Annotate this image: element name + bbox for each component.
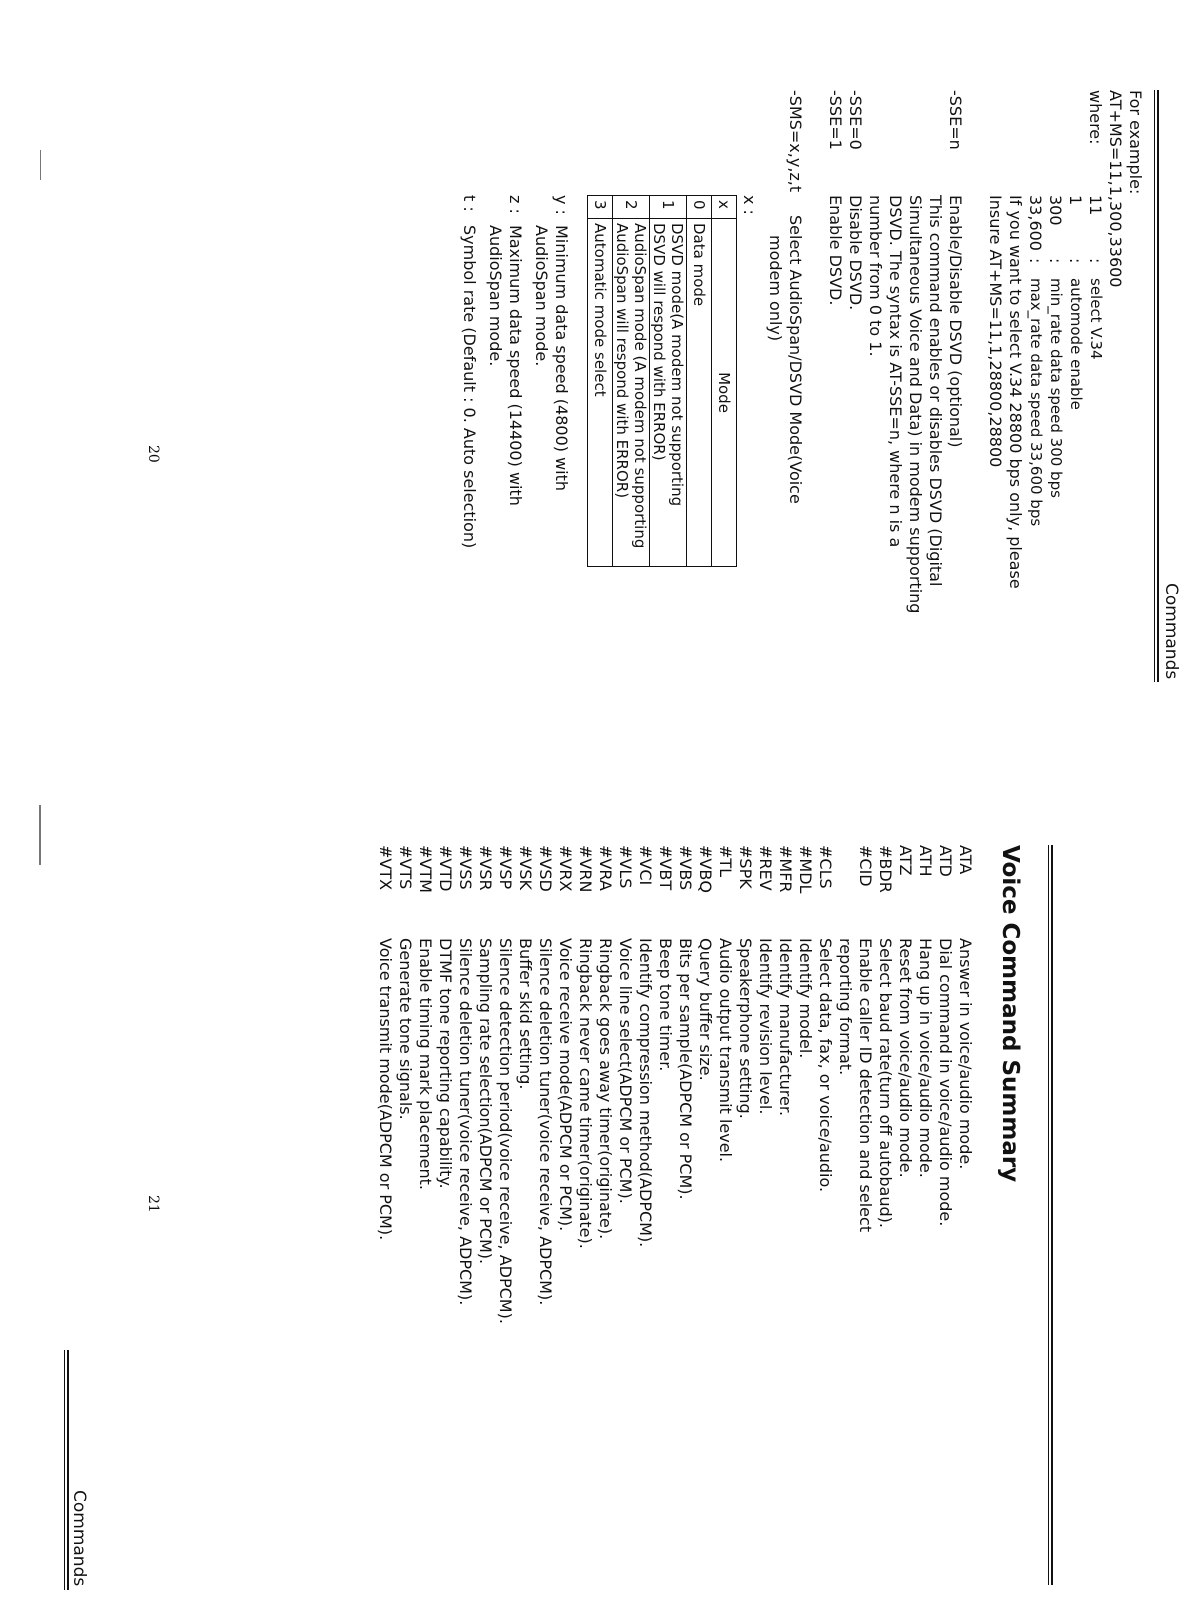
command-code: #VTX [376, 845, 395, 891]
command-desc: Identify manufacturer. [776, 938, 795, 1117]
command-desc: Answer in voice/audio mode. [956, 938, 975, 1170]
command-code: #BDR [876, 845, 895, 893]
command-desc: Generate tone signals. [396, 938, 415, 1120]
table-cell-mode: Data mode [687, 219, 712, 567]
table-cell-mode [650, 219, 687, 567]
command-desc: Voice transmit mode(ADPCM or PCM). [376, 938, 395, 1241]
command-desc: Audio output transmit level. [716, 938, 735, 1163]
command-desc: Voice receive mode(ADPCM or PCM). [556, 938, 575, 1232]
example-note: If you want to select V.34 28800 bps only, please [1006, 195, 1025, 589]
example-intro: For example: [1126, 90, 1145, 195]
command-code: #MDL [796, 845, 815, 894]
scan-artifact [39, 805, 41, 865]
sms-y-desc: AudioSpan mode. [532, 225, 551, 367]
command-code: #VSK [516, 845, 535, 890]
param-value: 1 [1066, 195, 1085, 206]
table-header-x: x [712, 196, 737, 219]
sms-y-label: y : [552, 195, 571, 215]
command-desc: Voice line select(ADPCM or PCM). [616, 938, 635, 1204]
command-code: #VRN [576, 845, 595, 893]
command-code: #VCI [636, 845, 655, 886]
sms-z-desc: AudioSpan mode. [486, 225, 505, 367]
command-code: #VSP [496, 845, 515, 890]
command-code: #TL [716, 845, 735, 878]
table-row [687, 196, 712, 567]
command-desc: Buffer skid setting. [516, 938, 535, 1090]
sms-z-label: z : [506, 195, 525, 214]
sms-desc: modem only) [766, 235, 785, 342]
command-desc: Enable caller ID detection and select [856, 938, 875, 1233]
left-header-rule [1157, 90, 1159, 682]
table-cell-line: AudioSpan mode (A modem not supporting [631, 223, 649, 549]
command-desc: DTMF tone reporting capability. [436, 938, 455, 1189]
sse-line: Enable/Disable DSVD (optional) [946, 195, 965, 448]
sse-option-command: -SSE=0 [846, 90, 865, 150]
command-code: #VTD [436, 845, 455, 892]
sms-desc: Select AudioSpan/DSVD Mode(Voice [786, 215, 805, 504]
command-code: #VBQ [696, 845, 715, 893]
command-code: #VSS [456, 845, 475, 890]
command-desc: Query buffer size. [696, 938, 715, 1081]
command-desc: Silence detection period(voice receive, ADPCM). [496, 938, 515, 1324]
table-cell-line: AudioSpan will respond with ERROR) [613, 223, 631, 499]
param-sep: : [1066, 258, 1085, 264]
right-page-number: 21 [145, 1195, 161, 1213]
table-header-row [712, 196, 737, 567]
command-code: #MFR [776, 845, 795, 893]
command-desc: Speakerphone setting. [736, 938, 755, 1119]
command-desc: reporting format. [836, 938, 855, 1076]
sse-line: number from 0 to 1. [866, 195, 885, 357]
table-cell-mode: Automatic mode select [588, 219, 613, 567]
command-code: #VTM [416, 845, 435, 893]
command-desc: Sampling rate selection(ADPCM or PCM). [476, 938, 495, 1265]
table-cell-x: 1 [650, 196, 687, 219]
command-code: #CLS [816, 845, 835, 889]
left-page-header: Commands [1161, 583, 1181, 680]
param-sep: : [1026, 258, 1045, 264]
command-desc: Identify model. [796, 938, 815, 1059]
command-desc: Hang up in voice/audio mode. [916, 938, 935, 1178]
command-desc: Enable timing mark placement. [416, 938, 435, 1191]
left-page [0, 0, 1191, 800]
command-desc: Silence deletion tuner(voice receive, ADPCM). [456, 938, 475, 1306]
command-code: #VBS [676, 845, 695, 891]
sse-option-desc: Enable DSVD. [826, 195, 845, 306]
command-code: #VRA [596, 845, 615, 891]
left-page-number: 20 [145, 445, 161, 463]
command-code: ATH [916, 845, 935, 877]
where-label: where: [1086, 90, 1105, 145]
command-desc: Beep tone timer. [656, 938, 675, 1072]
command-desc: Ringback never came timer(originate). [576, 938, 595, 1249]
param-sep: : [1086, 258, 1105, 264]
sse-option-command: -SSE=1 [826, 90, 845, 150]
right-page [0, 820, 1191, 1612]
command-code: ATA [956, 845, 975, 875]
scan-artifact [40, 150, 41, 180]
page-title: Voice Command Summary [997, 845, 1023, 1183]
command-code: #VSR [476, 845, 495, 891]
param-desc: automode enable [1067, 278, 1085, 410]
command-code: #VBT [656, 845, 675, 891]
param-value: 11 [1086, 195, 1105, 216]
table-row [650, 196, 687, 567]
sse-line: This command enables or disables DSVD (Digital [926, 195, 945, 587]
sms-t-label: t : [460, 195, 479, 212]
command-code: #VSD [536, 845, 555, 892]
command-code: #REV [756, 845, 775, 891]
sms-command: -SMS=x,y,z,t [786, 90, 805, 193]
command-desc: Dial command in voice/audio mode. [936, 938, 955, 1227]
table-header-mode: Mode [712, 219, 737, 567]
table-cell-line: DSVD will respond with ERROR) [650, 223, 668, 461]
param-desc: min_rate data speed 300 bps [1047, 278, 1065, 498]
example-command: AT+MS=11,1,300,33600 [1106, 90, 1125, 288]
param-desc: select V.34 [1087, 278, 1105, 360]
table-cell-x: 2 [613, 196, 650, 219]
sse-line: DSVD. The syntax is AT-SSE=n, where n is a [886, 195, 905, 548]
param-value: 33,600 [1026, 195, 1045, 251]
param-desc: max_rate data speed 33,600 bps [1027, 278, 1045, 527]
sse-command: -SSE=n [946, 90, 965, 150]
sms-x-label: x : [740, 195, 759, 215]
command-desc: Select baud rate(turn off autobaud). [876, 938, 895, 1228]
command-desc: Reset from voice/audio mode. [896, 938, 915, 1178]
right-top-rule [1051, 845, 1053, 1585]
sms-mode-table [587, 195, 737, 567]
command-code: ATD [936, 845, 955, 877]
command-desc: Select data, fax, or voice/audio. [816, 938, 835, 1193]
table-row [613, 196, 650, 567]
table-cell-x: 0 [687, 196, 712, 219]
sms-y-desc: Minimum data speed (4800) with [552, 225, 571, 492]
param-value: 300 [1046, 195, 1065, 226]
table-row [588, 196, 613, 567]
sms-t-desc: Symbol rate (Default : 0. Auto selection) [460, 225, 479, 549]
command-desc: Ringback goes away timer(originate). [596, 938, 615, 1240]
table-cell-line: DSVD mode(A modem not supporting [668, 223, 686, 507]
example-note: Insure AT+MS=11,1,28800,28800 [986, 195, 1005, 468]
param-sep: : [1046, 258, 1065, 264]
command-desc: Bits per sample(ADPCM or PCM). [676, 938, 695, 1200]
right-page-header: Commands [69, 1490, 89, 1587]
table-cell-x: 3 [588, 196, 613, 219]
table-cell-mode [613, 219, 650, 567]
command-code: #SPK [736, 845, 755, 889]
command-code: #CID [856, 845, 875, 887]
command-desc: Identify revision level. [756, 938, 775, 1115]
command-desc: Identify compression method(ADPCM). [636, 938, 655, 1248]
command-desc: Silence deletion tuner(voice receive, ADPCM). [536, 938, 555, 1306]
command-code: #VTS [396, 845, 415, 890]
command-code: ATZ [896, 845, 915, 876]
sse-option-desc: Disable DSVD. [846, 195, 865, 311]
sms-z-desc: Maximum data speed (14400) with [506, 225, 525, 506]
command-code: #VLS [616, 845, 635, 889]
sse-line: Simultaneous Voice and Data) in modem supporting [906, 195, 925, 614]
command-code: #VRX [556, 845, 575, 892]
